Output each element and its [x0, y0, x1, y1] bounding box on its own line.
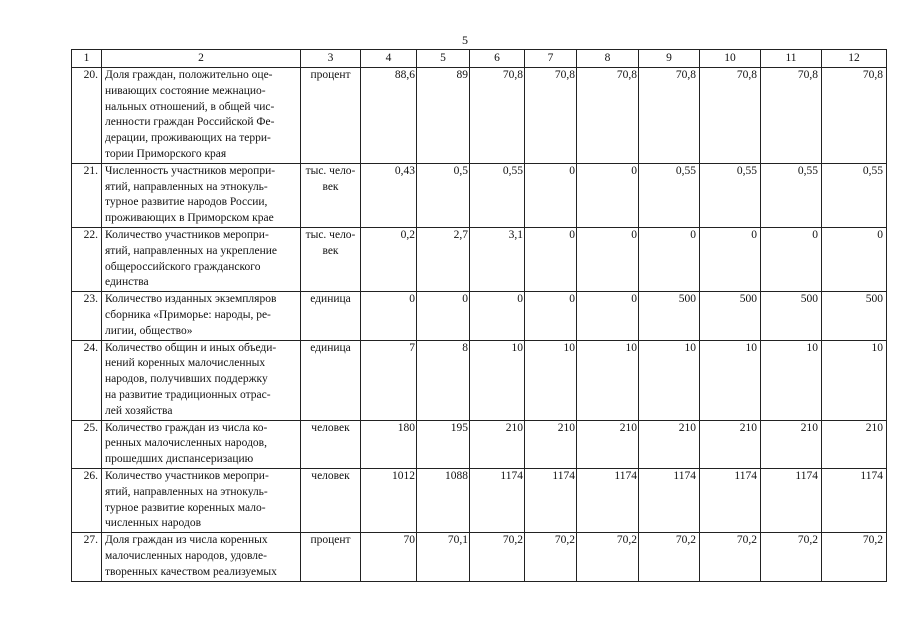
table-row [72, 420, 887, 468]
indicator-name: Доля граждан из числа коренных малочисленных народов, удовле- творенных качеством реализуемых [102, 533, 301, 581]
value-cell-col-12: 70,8 [822, 68, 887, 164]
unit-of-measure: единица [301, 292, 361, 340]
value-cell-col-10: 0,55 [700, 163, 761, 227]
value-cell-col-6: 10 [470, 340, 525, 420]
value-cell-col-7: 0 [525, 292, 577, 340]
value-cell-col-8: 0 [577, 227, 639, 291]
row-number: 23. [72, 292, 102, 340]
unit-of-measure: процент [301, 533, 361, 581]
value-cell-col-4: 88,6 [361, 68, 417, 164]
value-cell-col-12: 0,55 [822, 163, 887, 227]
value-cell-col-9: 1174 [639, 468, 700, 532]
unit-of-measure: тыс. чело- век [301, 163, 361, 227]
value-cell-col-7: 70,8 [525, 68, 577, 164]
value-cell-col-6: 1174 [470, 468, 525, 532]
unit-of-measure: человек [301, 420, 361, 468]
value-cell-col-7: 0 [525, 163, 577, 227]
header-cell-4: 4 [361, 50, 417, 68]
value-cell-col-4: 180 [361, 420, 417, 468]
indicator-name: Численность участников меропри- ятий, направленных на этнокуль- турное развитие народов России, проживающих в Приморском крае [102, 163, 301, 227]
value-cell-col-4: 7 [361, 340, 417, 420]
value-cell-col-11: 70,8 [761, 68, 822, 164]
value-cell-col-6: 3,1 [470, 227, 525, 291]
indicators-table [71, 49, 887, 582]
indicator-name: Количество участников меропри- ятий, направленных на этнокуль- турное развитие коренных мало- численных народов [102, 468, 301, 532]
value-cell-col-11: 500 [761, 292, 822, 340]
value-cell-col-4: 0,43 [361, 163, 417, 227]
value-cell-col-12: 210 [822, 420, 887, 468]
value-cell-col-6: 0,55 [470, 163, 525, 227]
header-cell-5: 5 [417, 50, 470, 68]
header-cell-9: 9 [639, 50, 700, 68]
row-number: 21. [72, 163, 102, 227]
table-row [72, 68, 887, 164]
value-cell-col-4: 0,2 [361, 227, 417, 291]
value-cell-col-9: 10 [639, 340, 700, 420]
header-cell-7: 7 [525, 50, 577, 68]
value-cell-col-9: 70,2 [639, 533, 700, 581]
header-cell-11: 11 [761, 50, 822, 68]
value-cell-col-11: 0,55 [761, 163, 822, 227]
header-cell-12: 12 [822, 50, 887, 68]
unit-of-measure: тыс. чело- век [301, 227, 361, 291]
header-cell-2: 2 [102, 50, 301, 68]
value-cell-col-7: 70,2 [525, 533, 577, 581]
value-cell-col-7: 10 [525, 340, 577, 420]
unit-of-measure: человек [301, 468, 361, 532]
indicator-name: Количество общин и иных объеди- нений коренных малочисленных народов, получивших поддержку на развитие традиционных отрас- лей хозяйства [102, 340, 301, 420]
value-cell-col-4: 1012 [361, 468, 417, 532]
table-row [72, 340, 887, 420]
table-row [72, 468, 887, 532]
value-cell-col-5: 1088 [417, 468, 470, 532]
value-cell-col-10: 70,8 [700, 68, 761, 164]
value-cell-col-10: 10 [700, 340, 761, 420]
value-cell-col-6: 0 [470, 292, 525, 340]
value-cell-col-9: 0,55 [639, 163, 700, 227]
page-number: 5 [462, 33, 468, 47]
value-cell-col-8: 10 [577, 340, 639, 420]
header-cell-1: 1 [72, 50, 102, 68]
value-cell-col-10: 500 [700, 292, 761, 340]
value-cell-col-5: 0 [417, 292, 470, 340]
value-cell-col-12: 70,2 [822, 533, 887, 581]
value-cell-col-10: 1174 [700, 468, 761, 532]
value-cell-col-8: 1174 [577, 468, 639, 532]
row-number: 24. [72, 340, 102, 420]
value-cell-col-4: 70 [361, 533, 417, 581]
value-cell-col-5: 195 [417, 420, 470, 468]
value-cell-col-9: 70,8 [639, 68, 700, 164]
value-cell-col-10: 210 [700, 420, 761, 468]
header-cell-8: 8 [577, 50, 639, 68]
header-cell-3: 3 [301, 50, 361, 68]
value-cell-col-12: 500 [822, 292, 887, 340]
table-row [72, 292, 887, 340]
value-cell-col-10: 70,2 [700, 533, 761, 581]
indicator-name: Количество граждан из числа ко- ренных малочисленных народов, прошедших диспансеризацию [102, 420, 301, 468]
value-cell-col-11: 1174 [761, 468, 822, 532]
row-number: 26. [72, 468, 102, 532]
row-number: 20. [72, 68, 102, 164]
value-cell-col-6: 70,2 [470, 533, 525, 581]
value-cell-col-12: 1174 [822, 468, 887, 532]
value-cell-col-7: 210 [525, 420, 577, 468]
value-cell-col-4: 0 [361, 292, 417, 340]
value-cell-col-5: 70,1 [417, 533, 470, 581]
table-row [72, 227, 887, 291]
value-cell-col-8: 210 [577, 420, 639, 468]
value-cell-col-8: 0 [577, 292, 639, 340]
header-cell-10: 10 [700, 50, 761, 68]
unit-of-measure: процент [301, 68, 361, 164]
value-cell-col-6: 70,8 [470, 68, 525, 164]
value-cell-col-5: 8 [417, 340, 470, 420]
value-cell-col-9: 500 [639, 292, 700, 340]
value-cell-col-8: 0 [577, 163, 639, 227]
value-cell-col-12: 0 [822, 227, 887, 291]
value-cell-col-11: 70,2 [761, 533, 822, 581]
table-row [72, 163, 887, 227]
value-cell-col-10: 0 [700, 227, 761, 291]
value-cell-col-8: 70,2 [577, 533, 639, 581]
indicator-name: Доля граждан, положительно оце- нивающих состояние межнацио- нальных отношений, в общей чис- ленности граждан Российской Фе- дерации, проживающих на терри- тории Приморского края [102, 68, 301, 164]
row-number: 27. [72, 533, 102, 581]
table-row [72, 533, 887, 581]
row-number: 25. [72, 420, 102, 468]
value-cell-col-7: 0 [525, 227, 577, 291]
value-cell-col-5: 0,5 [417, 163, 470, 227]
value-cell-col-11: 210 [761, 420, 822, 468]
value-cell-col-5: 2,7 [417, 227, 470, 291]
row-number: 22. [72, 227, 102, 291]
value-cell-col-5: 89 [417, 68, 470, 164]
value-cell-col-11: 0 [761, 227, 822, 291]
value-cell-col-8: 70,8 [577, 68, 639, 164]
unit-of-measure: единица [301, 340, 361, 420]
value-cell-col-11: 10 [761, 340, 822, 420]
value-cell-col-12: 10 [822, 340, 887, 420]
value-cell-col-6: 210 [470, 420, 525, 468]
value-cell-col-7: 1174 [525, 468, 577, 532]
header-cell-6: 6 [470, 50, 525, 68]
value-cell-col-9: 210 [639, 420, 700, 468]
value-cell-col-9: 0 [639, 227, 700, 291]
indicator-name: Количество участников меропри- ятий, направленных на укрепление общероссийского гражданского единства [102, 227, 301, 291]
indicator-name: Количество изданных экземпляров сборника «Приморье: народы, ре- лигии, общество» [102, 292, 301, 340]
header-row [72, 50, 887, 68]
